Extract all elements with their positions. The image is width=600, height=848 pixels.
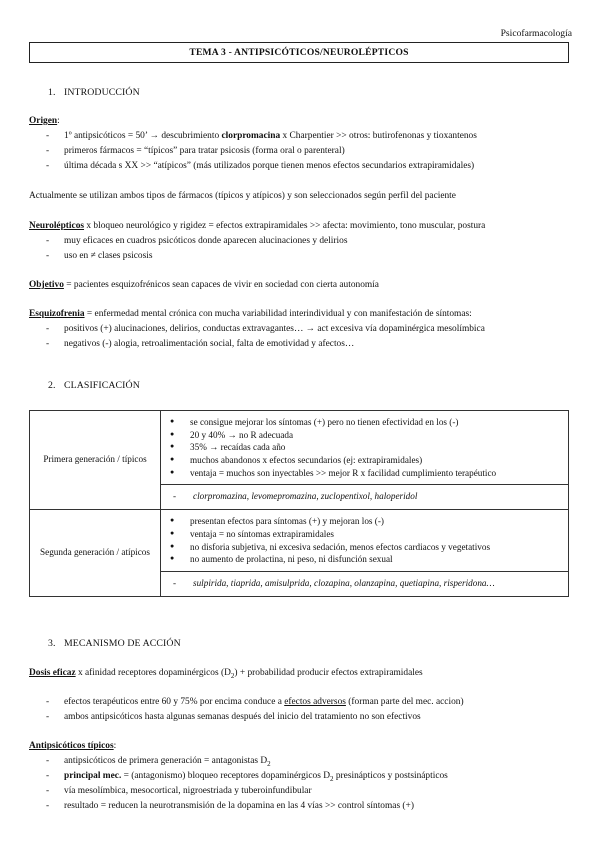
page-title: TEMA 3 - ANTIPSICÓTICOS/NEUROLÉPTICOS xyxy=(29,42,569,63)
actualmente-text: Actualmente se utilizan ambos tipos de fármacos (típicos y atípicos) y son seleccionados según perfil del paciente xyxy=(29,191,456,201)
section-1-heading xyxy=(48,87,140,100)
row-label: Segunda generación / atípicos xyxy=(30,510,161,597)
list-item: ● muchos abandonos x efectos secundarios (ej: extrapiramidales) xyxy=(190,454,567,467)
section-2-heading xyxy=(48,380,140,393)
list-item: - positivos (+) alucinaciones, delirios, conductas extravagantes… → act excesiva vía dopaminérgica mesolímbica xyxy=(46,324,485,334)
list-item: - antipsicóticos de primera generación = antagonistas $D_2$ xyxy=(46,756,271,768)
dosis-paragraph: Dosis eficaz x afinidad receptores dopaminérgicos $(D_2)$ + probabilidad producir efectos extrapiramidales xyxy=(29,668,423,680)
list-item: - principal mec. = (antagonismo) bloqueo receptores dopaminérgicos $D_2$ presinápticos y postsinápticos xyxy=(46,771,448,783)
list-item: ● no aumento de prolactina, ni peso, ni disfunción sexual xyxy=(190,553,567,566)
list-item: ● presentan efectos para síntomas (+) y mejoran los (-) xyxy=(190,515,567,528)
drug-list: - clorpromazina, levomepromazina, zuclopentixol, haloperidol xyxy=(161,485,569,510)
section-title: INTRODUCCIÓN xyxy=(64,87,140,98)
list-item: ● 35% → recaídas cada año xyxy=(190,441,567,454)
list-item: ● ventaja = muchos son inyectables >> mejor R x facilidad cumplimiento terapéutico xyxy=(190,467,567,480)
tipicos-label: Antipsicóticos típicos: xyxy=(29,741,117,751)
list-item: - efectos terapéuticos entre 60 y 75% por encima conduce a efectos adversos (forman parte del mec. accion) xyxy=(46,697,464,707)
list-item: - negativos (-) alogia, retroalimentación social, falta de emotividad y afectos… xyxy=(46,339,355,349)
header-subject: Psicofarmacología xyxy=(500,28,572,39)
origen-label: Origen: xyxy=(29,116,60,126)
section-title: MECANISMO DE ACCIÓN xyxy=(64,638,181,649)
list-item: - 1º antipsicóticos = 50’ → descubrimiento clorpromacina x Charpentier >> otros: butirofenonas y tioxantenos xyxy=(46,131,477,141)
section-3-heading xyxy=(48,638,181,651)
list-item: - resultado = reducen la neurotransmisión de la dopamina en las 4 vías >> control síntomas (+) xyxy=(46,801,414,811)
neurolepticos-paragraph: Neurolépticos x bloqueo neurológico y rigidez = efectos extrapiramidales >> afecta: movimiento, tono muscular, postura xyxy=(29,221,486,231)
list-item: - ambos antipsicóticos hasta algunas semanas después del inicio del tratamiento no son efectivos xyxy=(46,712,421,722)
drug-list: - sulpirida, tiaprida, amisulprida, clozapina, olanzapina, quetiapina, risperidona… xyxy=(161,572,569,597)
list-item: - última década s XX >> “atípicos” (más utilizados porque tienen menos efectos secundarios extrapiramidales) xyxy=(46,161,475,171)
table-row xyxy=(30,510,569,572)
list-item: ● ventaja = no síntomas extrapiramidales xyxy=(190,528,567,541)
section-number: 3. xyxy=(48,638,56,649)
section-number: 1. xyxy=(48,87,56,98)
bullet-cell xyxy=(161,411,569,485)
table-row xyxy=(30,411,569,485)
bullet-cell xyxy=(161,510,569,572)
objetivo-paragraph: Objetivo = pacientes esquizofrénicos sean capaces de vivir en sociedad con cierta autonomía xyxy=(29,280,379,290)
list-item: - muy eficaces en cuadros psicóticos donde aparecen alucinaciones y delirios xyxy=(46,236,348,246)
section-title: CLASIFICACIÓN xyxy=(64,380,140,391)
list-item: ● no disforia subjetiva, ni excesiva sedación, menos efectos cardiacos y vegetativos xyxy=(190,541,567,554)
list-item: ● 20 y 40% → no R adecuada xyxy=(190,429,567,442)
section-number: 2. xyxy=(48,380,56,391)
list-item: ● se consigue mejorar los síntomas (+) pero no tienen efectividad en los (-) xyxy=(190,416,567,429)
list-item: - primeros fármacos = “típicos” para tratar psicosis (forma oral o parenteral) xyxy=(46,146,345,156)
classification-table xyxy=(29,410,569,597)
esquizofrenia-paragraph: Esquizofrenia = enfermedad mental crónica con mucha variabilidad interindividual y con manifestación de síntomas: xyxy=(29,309,472,319)
row-label: Primera generación / típicos xyxy=(30,411,161,510)
list-item: - vía mesolímbica, mesocortical, nigroestriada y tuberoinfundibular xyxy=(46,786,312,796)
list-item: - uso en ≠ clases psicosis xyxy=(46,251,153,261)
